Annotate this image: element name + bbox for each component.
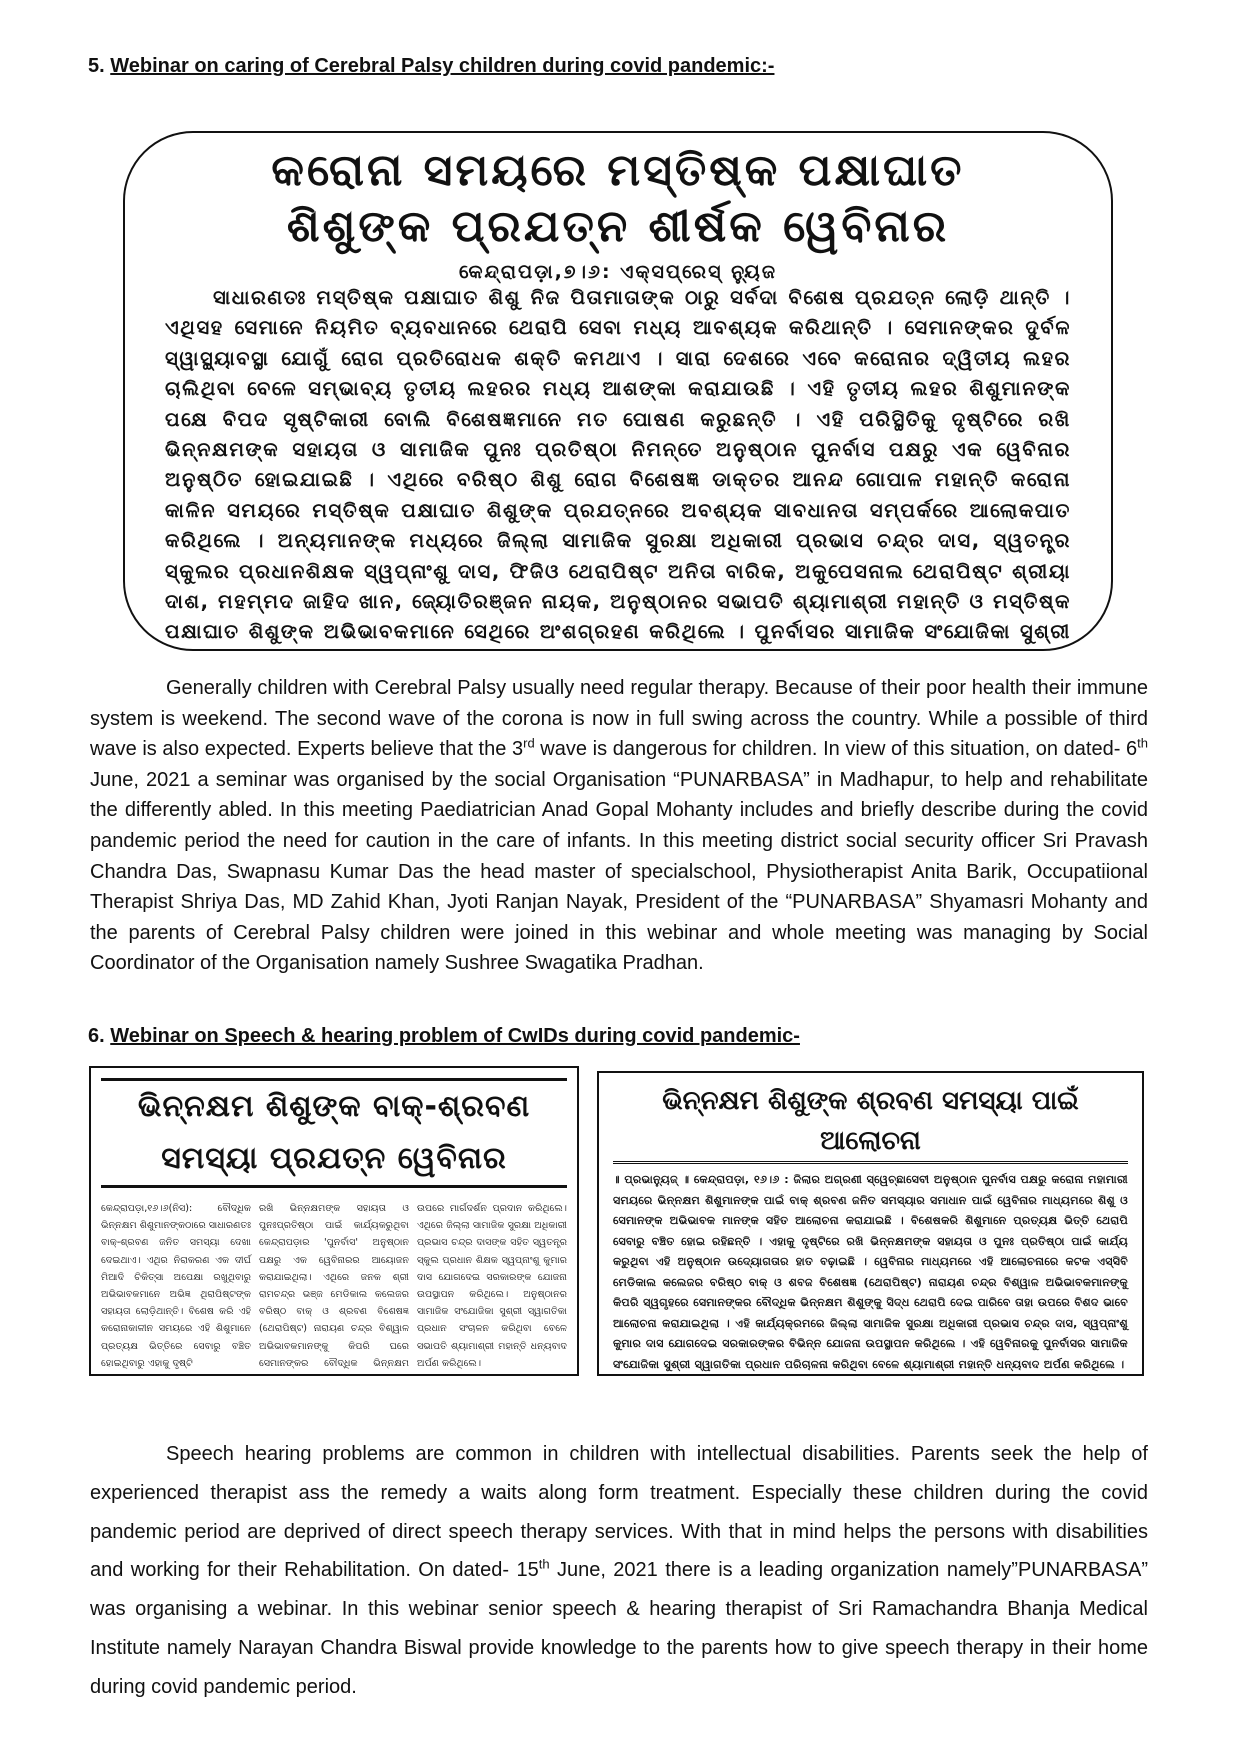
section-6-number: 6. xyxy=(88,1025,105,1047)
clipping-3-headline: ଭିନ୍ନକ୍ଷମ ଶିଶୁଙ୍କ ଶ୍ରବଣ ସମସ୍ୟା ପାଇଁ ଆଲୋଚନା xyxy=(613,1081,1128,1164)
clipping-2-column-2: ରଖି ଭିନ୍ନକ୍ଷମଙ୍କ ସହାୟତା ଓ ପୁନଃପ୍ରତିଷ୍ଠା ପାଇଁ କାର୍ଯ୍ୟକରୁଥିବା କେନ୍ଦ୍ରାପଡ଼ାର 'ପୁନର୍ବାସ' ଅନୁଷ୍ଠାନ ପକ୍ଷରୁ ଏକ ୱେବିନାରର ଆୟୋଜନ କରାଯାଇଥିଲା। ଏଥିରେ ଜନକ ଶ୍ରୀ ରାମଚନ୍ଦ୍ର ଭଞ୍ଜ ମେଡିକାଲ କଲେଜର ବରିଷ୍ଠ ବାକ୍ ଓ ଶ୍ରବଣ ବିଶେଷଜ୍ଞ (ଥେରାପିଷ୍ଟ) ନାରାୟଣ ଚନ୍ଦ୍ର ବିଶ୍ୱାଳ ଅଭିଭାବକମାନଙ୍କୁ କିପରି ଘରେ ସେମାନଙ୍କର ବୌଦ୍ଧିକ ଭିନ୍ନକ୍ଷମ xyxy=(259,1203,409,1369)
section-5-heading xyxy=(88,55,774,78)
clipping-3-body: ॥ ପ୍ରଭାନ୍ୟୁଜ୍ ॥ କେନ୍ଦ୍ରାପଡ଼ା, ୧୬।୬ : ଜିଲାର ଅଗ୍ରଣୀ ସ୍ୱେଚ୍ଛାସେବୀ ଅନୁଷ୍ଠାନ ପୁନର୍ବାସ ପକ୍ଷରୁ କରୋନା ମହାମାରୀ ସମୟରେ ଭିନ୍ନକ୍ଷମ ଶିଶୁମାନଙ୍କ ପାଇଁ ବାକ୍ ଶ୍ରବଣ ଜନିତ ସମସ୍ୟାର ସମାଧାନ ପାଇଁ ୱେବିନାର ମାଧ୍ୟମରେ ଶିଶୁ ଓ ସେମାନଙ୍କ ଅଭିଭାବକ ମାନଙ୍କ ସହିତ ଆଲୋଚନା କରାଯାଇଛି । ବିଶେଷକରି ଶିଶୁମାନେ ପ୍ରତ୍ୟକ୍ଷ ଭିତ୍ତି ଥେରାପି ସେବାରୁ ବଞ୍ଚିତ ହୋଇ ରହିଛନ୍ତି । ଏହାକୁ ଦୃଷ୍ଟିରେ ରଖି ଭିନ୍ନକ୍ଷମଙ୍କ ସହାୟତା ଓ ପୁନଃ ପ୍ରତିଷ୍ଠା ପାଇଁ କାର୍ଯ୍ୟ କରୁଥିବା ଏହି ଅନୁଷ୍ଠାନ ଉଦ୍ୟୋଗତାର ହାତ ବଢ଼ାଇଛି । ୱେବିନାର ମାଧ୍ୟମରେ ଏହି ଆଲୋଚନାରେ କଟକ ଏସ୍‌ସିବି ମେଡିକାଲ କଲେଜର ବରିଷ୍ଠ ବାକ୍ ଓ ଶବଜ ବିଶେଷଜ୍ଞ (ଥେରାପିଷ୍ଟ) ନାରାୟଣ ଚନ୍ଦ୍ର ବିଶ୍ୱାଳ ଅଭିଭାବକମାନଙ୍କୁ କିପରି ସ୍ୱଗୃହରେ ସେମାନଙ୍କର ବୌଦ୍ଧିକ ଭିନ୍ନକ୍ଷମ ଶିଶୁଙ୍କୁ ସିଦ୍ଧ ଥେରାପି ଦେଇ ପାରିବେ ତାହା ଉପରେ ବିଶଦ ଭାବେ ଆଲୋଚନା କରାଯାଇଥିଲା । ଏହି କାର୍ଯ୍ୟକ୍ରମରେ ଜିଲ୍ଲା ସାମାଜିକ ସୁରକ୍ଷା ଅଧିକାରୀ ପ୍ରଭାସ ଚନ୍ଦ୍ର ଦାସ, ସ୍ୱପ୍ନାଂଶୁ କୁମାର ଦାସ ଯୋଗଦେଇ ସରକାରଙ୍କର ବିଭିନ୍ନ ଯୋଜନା ଉପସ୍ଥାପନ କରିଥିଲେ । ଏହି ୱେବିନାରକୁ ପୁନର୍ବାସର ସାମାଜିକ ସଂଯୋଜିକା ସୁଶ୍ରୀ ସ୍ୱାଗତିକା ପ୍ରଧାନ ପରିଚାଳନା କରିଥିବା ବେଳେ ଶ୍ୟାମାଶ୍ରୀ ମହାନ୍ତି ଧନ୍ୟବାଦ ଅର୍ପଣ କରିଥିଲେ । xyxy=(613,1173,1128,1371)
clipping-1-headline-line-2: ଶିଶୁଙ୍କ ପ୍ରଯତ୍ନ ଶୀର୍ଷକ ୱେବିନାର xyxy=(286,201,950,252)
section-6-title: Webinar on Speech & hearing problem of CwIDs during covid pandemic- xyxy=(110,1025,800,1047)
paragraph-cerebral-palsy-webinar: Generally children with Cerebral Palsy usually need regular therapy. Because of their poor health their immune system is weekend. The second wave of the corona is now in full swing across the country. While a possible of third wave is also expected. Experts believe that the 3rd wave is dangerous for children. In view of this situation, on dated- 6th June, 2021 a seminar was organised by the social Organisation “PUNARBASA” in Madhapur, to help and rehabilitate the differently abled. In this meeting Paediatrician Anad Gopal Mohanty includes and briefly describe during the covid pandemic period the need for caution in the care of infants. In this meeting district social security officer Sri Pravash Chandra Das, Swapnasu Kumar Das the head master of specialschool, Physiotherapist Anita Barik, Occupatiional Therapist Shriya Das, MD Zahid Khan, Jyoti Ranjan Nayak, President of the “PUNARBASA” Shyamasri Mohanty and the parents of Cerebral Palsy children were joined in this webinar and whole meeting was managing by Social Coordinator of the Organisation namely Sushree Swagatika Pradhan. xyxy=(90,677,1148,975)
section-6-heading xyxy=(88,1025,800,1048)
clipping-2-columns xyxy=(101,1200,567,1376)
clipping-2-headline: ଭିନ୍ନକ୍ଷମ ଶିଶୁଙ୍କ ବାକ୍-ଶ୍ରବଣ ସମସ୍ୟା ପ୍ରଯତ୍ନ ୱେବିନାର xyxy=(101,1078,567,1188)
section-5-number: 5. xyxy=(88,55,105,77)
newspaper-clipping-2 xyxy=(89,1066,579,1376)
newspaper-clipping-3 xyxy=(597,1071,1144,1376)
clipping-2-column-1: କେନ୍ଦ୍ରାପଡ଼ା,୧୬।୬(ନିସ): ବୌଦ୍ଧିକ ଭିନ୍ନକ୍ଷମ ଶିଶୁମାନଙ୍କଠାରେ ସାଧାରଣତଃ ବାକ୍-ଶ୍ରବଣ ଜନିତ ସମସ୍ୟା ଦେଖା ଦେଇଥାଏ। ଏଥିର ନିରାକରଣ ଏକ ଦୀର୍ଘ ମିଆଦି ଚିକିତ୍ସା ଅପେକ୍ଷା ରଖୁଥିବାରୁ ଅଭିଭାବକମାନେ ଅଭିଜ୍ଞ ଥିରାପିଷ୍ଟଙ୍କ ସହାୟତା ଲୋଡ଼ିଥାନ୍ତି। ବିଶେଷ କରି ଏହି କରୋନାକାଳୀନ ସମୟରେ ଏହି ଶିଶୁମାନେ ପ୍ରତ୍ୟକ୍ଷ ଭିତ୍ତିରେ ସେବାରୁ ବଞ୍ଚିତ ହୋଇଥିବାରୁ ଏହାକୁ ଦୃଷ୍ଟି xyxy=(101,1203,251,1369)
paragraph-speech-hearing-webinar: Speech hearing problems are common in children with intellectual disabilities. Parents seek the help of experienced therapist ass the remedy a waits along form treatment. Especially these children during the covid pandemic period are deprived of direct speech therapy services. With that in mind helps the persons with disabilities and working for their Rehabilitation. On dated- 15th June, 2021 there is a leading organization namely”PUNARBASA” was organising a webinar. In this webinar senior speech & hearing therapist of Sri Ramachandra Bhanja Medical Institute namely Narayan Chandra Biswal provide knowledge to the parents how to give speech therapy in their home during covid pandemic period. xyxy=(90,1443,1148,1698)
section-5-title: Webinar on caring of Cerebral Palsy children during covid pandemic:- xyxy=(110,55,775,77)
newspaper-clipping-1 xyxy=(123,131,1113,651)
clipping-1-headline-line-1: କରୋନା ସମୟରେ ମସ୍ତିଷ୍କ ପକ୍ଷାଘାତ xyxy=(271,145,965,196)
clipping-2-column-3: ଉପରେ ମାର୍ଗଦର୍ଶନ ପ୍ରଦାନ କରିଥିଲେ। ଏଥିରେ ଜିଲ୍ଲା ସାମାଜିକ ସୁରକ୍ଷା ଅଧିକାରୀ ପ୍ରଭାସ ଚନ୍ଦ୍ର ଦାସଙ୍କ ସହିତ ସ୍ୱତନ୍ତ୍ର ସ୍କୁଲ ପ୍ରଧାନ ଶିକ୍ଷକ ସ୍ୱପ୍ନାଂଶୁ କୁମାର ଦାସ ଯୋଗଦେଇ ସରକାରଙ୍କ ଯୋଜନା ଉପସ୍ଥାପନ କରିଥିଲେ। ଅନୁଷ୍ଠାନର ସାମାଜିକ ସଂଯୋଜିକା ସୁଶ୍ରୀ ସ୍ୱାଗତିକା ପ୍ରଧାନ ସଂଚାଳନ କରିଥିବା ବେଳେ ସଭାପତି ଶ୍ୟାମାଶ୍ରୀ ମହାନ୍ତି ଧନ୍ୟବାଦ ଅର୍ପଣ କରିଥିଲେ। xyxy=(417,1203,567,1369)
clipping-1-body: ସାଧାରଣତଃ ମସ୍ତିଷ୍କ ପକ୍ଷାଘାତ ଶିଶୁ ନିଜ ପିତାମାତାଙ୍କ ଠାରୁ ସର୍ବଦା ବିଶେଷ ପ୍ରଯତ୍ନ ଲୋଡ଼ି ଥାନ୍ତି । ଏଥିସହ ସେମାନେ ନିୟମିତ ବ୍ୟବଧାନରେ ଥେରାପି ସେବା ମଧ୍ୟ ଆବଶ୍ୟକ କରିଥାନ୍ତି । ସେମାନଙ୍କର ଦୁର୍ବଳ ସ୍ୱାସ୍ଥ୍ୟାବସ୍ଥା ଯୋଗୁଁ ରୋଗ ପ୍ରତିରୋଧକ ଶକ୍ତି କମଥାଏ । ସାରା ଦେଶରେ ଏବେ କରୋନାର ଦ୍ୱିତୀୟ ଲହର ଚାଲିଥିବା ବେଳେ ସମ୍ଭାବ୍ୟ ତୃତୀୟ ଲହରର ମଧ୍ୟ ଆଶଙ୍କା କରାଯାଉଛି । ଏହି ତୃତୀୟ ଲହର ଶିଶୁମାନଙ୍କ ପକ୍ଷେ ବିପଦ ସୃଷ୍ଟିକାରୀ ବୋଲି ବିଶେଷଜ୍ଞମାନେ ମତ ପୋଷଣ କରୁଛନ୍ତି । ଏହି ପରିସ୍ଥିତିକୁ ଦୃଷ୍ଟିରେ ରଖି ଭିନ୍ନକ୍ଷମଙ୍କ ସହାୟତା ଓ ସାମାଜିକ ପୁନଃ ପ୍ରତିଷ୍ଠା ନିମନ୍ତେ ଅନୁଷ୍ଠାନ ପୁନର୍ବାସ ପକ୍ଷରୁ ଏକ ୱେବିନାର ଅନୁଷ୍ଠିତ ହୋଇଯାଇଛି । ଏଥିରେ ବରିଷ୍ଠ ଶିଶୁ ରୋଗ ବିଶେଷଜ୍ଞ ଡାକ୍ତର ଆନନ୍ଦ ଗୋପାଳ ମହାନ୍ତି କରୋନା କାଳିନ ସମୟରେ ମସ୍ତିଷ୍କ ପକ୍ଷାଘାତ ଶିଶୁଙ୍କ ପ୍ରଯତ୍ନରେ ଅବଶ୍ୟକ ସାବଧାନତା ସମ୍ପର୍କରେ ଆଲୋକପାତ କରିଥିଲେ । ଅନ୍ୟମାନଙ୍କ ମଧ୍ୟରେ ଜିଲ୍ଲା ସାମାଜିକ ସୁରକ୍ଷା ଅଧିକାରୀ ପ୍ରଭାସ ଚନ୍ଦ୍ର ଦାସ, ସ୍ୱତନ୍ତ୍ର ସ୍କୁଲର ପ୍ରଧାନଶିକ୍ଷକ ସ୍ୱପ୍ନାଂଶୁ ଦାସ, ଫିଜିଓ ଥେରାପିଷ୍ଟ ଅନିତା ବାରିକ, ଅକୁପେସନାଲ ଥେରାପିଷ୍ଟ ଶ୍ରୀୟା ଦାଶ, ମହମ୍ମଦ ଜାହିଦ ଖାନ, ଜ୍ୟୋତିରଞ୍ଜନ ନାୟକ, ଅନୁଷ୍ଠାନର ସଭାପତି ଶ୍ୟାମାଶ୍ରୀ ମହାନ୍ତି ଓ ମସ୍ତିଷ୍କ ପକ୍ଷାଘାତ ଶିଶୁଙ୍କ ଅଭିଭାବକମାନେ ସେଥିରେ ଅଂଶଗ୍ରହଣ କରିଥିଲେ । ପୁନର୍ବାସର ସାମାଜିକ ସଂଯୋଜିକା ସୁଶ୍ରୀ xyxy=(165,286,1071,644)
clipping-1-byline: କେନ୍ଦ୍ରାପଡ଼ା,୭।୬: ଏକ୍ସପ୍ରେସ୍ ନ୍ୟୁଜ xyxy=(459,261,777,283)
